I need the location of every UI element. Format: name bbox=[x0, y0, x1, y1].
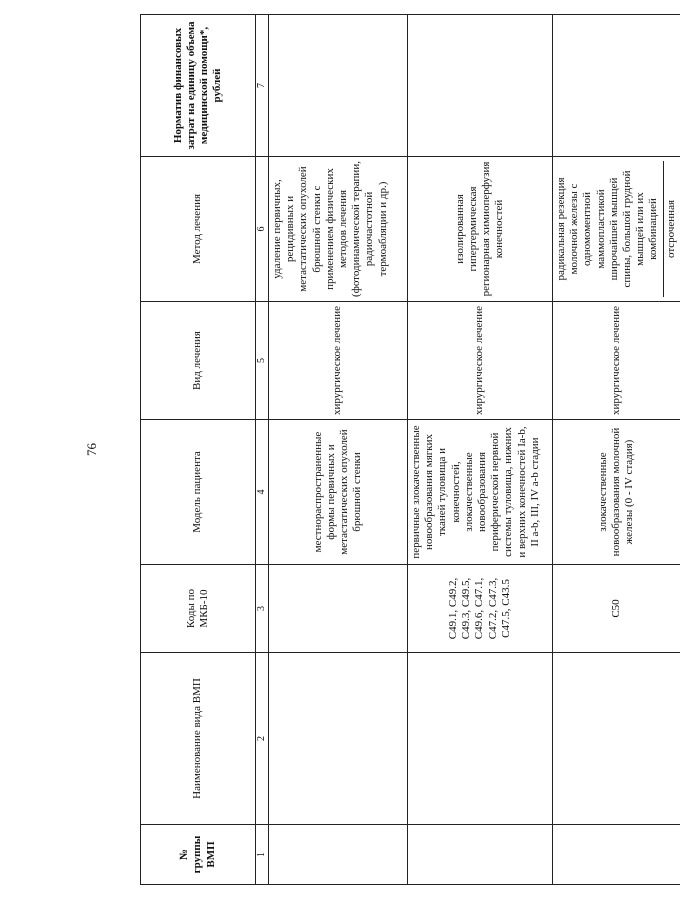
cell-norm bbox=[553, 15, 680, 157]
cell-patient-model: злокачественные новообразования молочной железы (0 - IV стадия) bbox=[553, 420, 680, 565]
column-number: 5 bbox=[256, 302, 269, 420]
column-number: 3 bbox=[256, 565, 269, 653]
cell-name bbox=[553, 653, 680, 825]
cell-treatment-type: хирургическое лечение bbox=[269, 302, 408, 420]
table-row bbox=[553, 15, 680, 885]
cell-patient-model: первичные злокачественные новообразования мягких тканей туловища и конечностей, злокачественные новообразования периферической нервной системы туловища, нижних и верхних конечностей Ia-b, II a-b, III, IV a-b стадии bbox=[408, 420, 553, 565]
column-number: 7 bbox=[256, 15, 269, 157]
header-norm: Норматив финансовых затрат на единицу объема медицинской помощи*, рублей bbox=[141, 15, 256, 157]
header-codes: Коды по МКБ-10 bbox=[141, 565, 256, 653]
table-row bbox=[408, 15, 553, 885]
cell-patient-model: местнораспространенные формы первичных и метастатических опухолей брюшной стенки bbox=[269, 420, 408, 565]
table-row bbox=[269, 15, 408, 885]
cell-codes bbox=[269, 565, 408, 653]
cell-method bbox=[553, 157, 680, 302]
header-treatment-type: Вид лечения bbox=[141, 302, 256, 420]
cell-name bbox=[408, 653, 553, 825]
column-numbers-row bbox=[256, 15, 269, 885]
rotated-table-wrapper bbox=[140, 15, 677, 885]
cell-treatment-type: хирургическое лечение bbox=[408, 302, 553, 420]
cell-codes: C49.1, C49.2, C49.3, C49.5, C49.6, C47.1, C47.2, C47.3, C47.5, C43.5 bbox=[408, 565, 553, 653]
column-number: 2 bbox=[256, 653, 269, 825]
header-group: № группы ВМП bbox=[141, 825, 256, 885]
cell-method-continued: отсроченная bbox=[663, 161, 678, 297]
cell-method: изолированная гипертермическая регионарная химиоперфузия конечностей bbox=[408, 157, 553, 302]
header-row bbox=[141, 15, 256, 885]
header-name: Наименование вида ВМП bbox=[141, 653, 256, 825]
cell-group bbox=[269, 825, 408, 885]
column-number: 6 bbox=[256, 157, 269, 302]
header-patient-model: Модель пациента bbox=[141, 420, 256, 565]
column-number: 4 bbox=[256, 420, 269, 565]
cell-group bbox=[553, 825, 680, 885]
cell-norm bbox=[269, 15, 408, 157]
cell-method-text: радикальная резекция молочной железы с одномоментной маммопластикой широчайшей мышцей спины, большой грудной мышцей или их комбинацией bbox=[555, 170, 660, 288]
vmp-table bbox=[140, 14, 680, 885]
cell-method: удаление первичных, рецидивных и метастатических опухолей брюшной стенки с применением физических методов лечения (фотодинамической терапии, радиочастотной термоабляции и др.) bbox=[269, 157, 408, 302]
header-method: Метод лечения bbox=[141, 157, 256, 302]
cell-name bbox=[269, 653, 408, 825]
cell-group bbox=[408, 825, 553, 885]
page-number: 76 bbox=[84, 443, 99, 456]
cell-treatment-type: хирургическое лечение bbox=[553, 302, 680, 420]
column-number: 1 bbox=[256, 825, 269, 885]
cell-norm bbox=[408, 15, 553, 157]
cell-codes: C50 bbox=[553, 565, 680, 653]
